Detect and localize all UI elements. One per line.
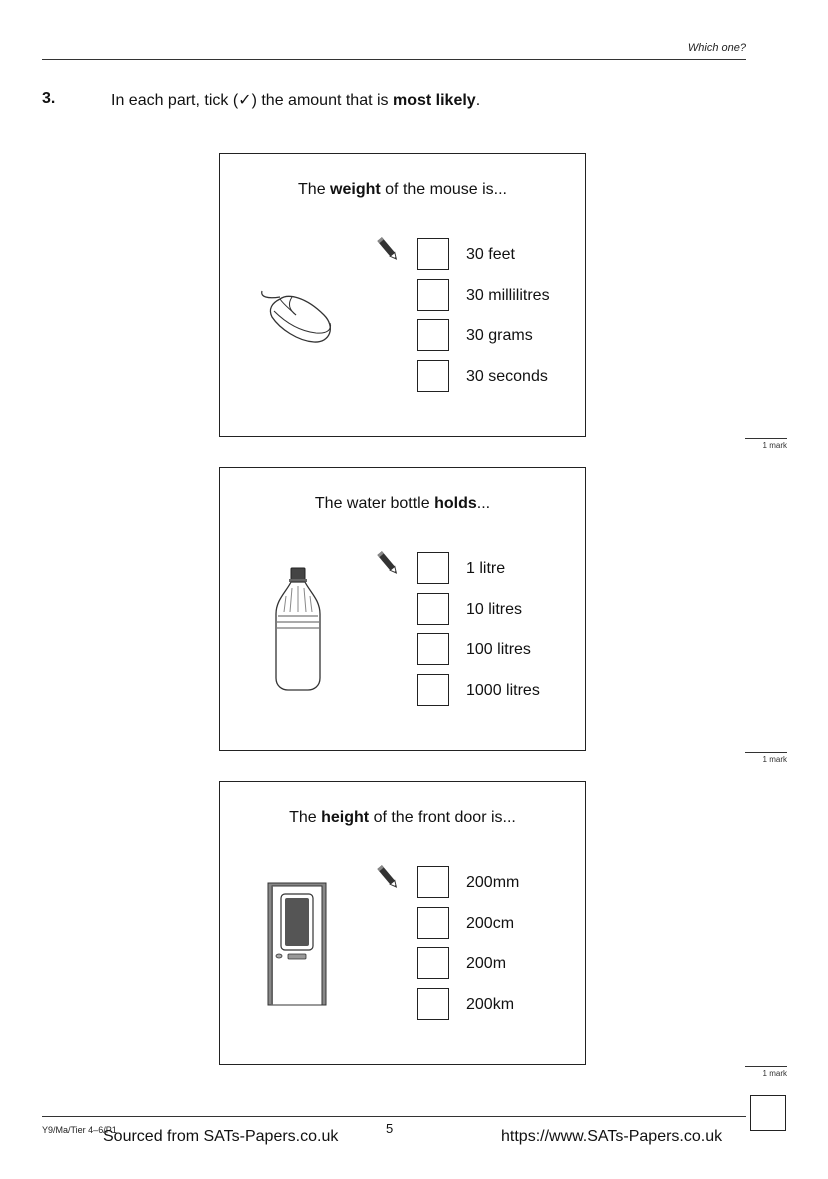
- question-text-bold: most likely: [392, 92, 476, 109]
- paper-code: Y9/Ma/Tier 4–6/P1: [42, 1125, 117, 1135]
- part-title-start: The water bottle: [314, 495, 435, 512]
- part-title-start: The: [298, 181, 331, 198]
- tick-icon: ✓: [238, 92, 252, 109]
- option-checkbox[interactable]: [417, 279, 449, 311]
- option-label: 30 feet: [466, 246, 515, 263]
- part-title-end: of the mouse is...: [380, 181, 507, 198]
- part-title-end: of the front door is...: [369, 809, 516, 826]
- option-checkbox[interactable]: [417, 238, 449, 270]
- option-checkbox[interactable]: [417, 674, 449, 706]
- question-text-end: .: [475, 92, 481, 109]
- computer-mouse-icon: [258, 287, 338, 347]
- option-checkbox[interactable]: [417, 866, 449, 898]
- option-label: 200cm: [466, 915, 515, 932]
- footer-rule: [42, 1116, 746, 1117]
- part-bottle: [219, 467, 586, 751]
- part-mouse: [219, 153, 586, 437]
- section-label: Which one?: [687, 42, 746, 54]
- option-label: 30 millilitres: [466, 287, 550, 304]
- option-label: 200m: [466, 955, 507, 972]
- mark-label: 1 mark: [762, 441, 787, 450]
- page-number: 5: [386, 1121, 394, 1136]
- option-label: 30 grams: [466, 327, 533, 344]
- part-title-start: The: [289, 809, 322, 826]
- option-label: 1000 litres: [466, 682, 540, 699]
- option-checkbox[interactable]: [417, 552, 449, 584]
- option-label: 100 litres: [466, 641, 531, 658]
- option-label: 200km: [466, 996, 515, 1013]
- mark-rule: [745, 438, 787, 439]
- question-text-middle: ) the amount that is: [251, 92, 393, 109]
- question-text-start: In each part, tick (: [111, 92, 239, 109]
- front-door-icon: [267, 882, 327, 1008]
- header-rule: [42, 59, 746, 60]
- source-text: Sourced from SATs-Papers.co.uk: [103, 1128, 339, 1145]
- question-number: 3.: [42, 90, 56, 107]
- source-url[interactable]: https://www.SATs-Papers.co.uk: [501, 1128, 723, 1145]
- mark-rule: [745, 1066, 787, 1067]
- option-label: 200mm: [466, 874, 520, 891]
- water-bottle-icon: [272, 566, 324, 692]
- part-title: [220, 181, 585, 199]
- option-checkbox[interactable]: [417, 319, 449, 351]
- option-checkbox[interactable]: [417, 360, 449, 392]
- option-checkbox[interactable]: [417, 593, 449, 625]
- part-title-end: ...: [476, 495, 491, 512]
- part-title-bold: weight: [330, 181, 381, 198]
- option-label: 30 seconds: [466, 368, 548, 385]
- question-text: [111, 90, 480, 110]
- option-checkbox[interactable]: [417, 633, 449, 665]
- option-label: 10 litres: [466, 601, 523, 618]
- pencil-icon: [375, 234, 401, 264]
- option-checkbox[interactable]: [417, 907, 449, 939]
- page-total-box[interactable]: [750, 1095, 786, 1131]
- option-label: 1 litre: [466, 560, 506, 577]
- part-title: [220, 809, 585, 827]
- part-title-bold: holds: [434, 495, 477, 512]
- mark-rule: [745, 752, 787, 753]
- option-checkbox[interactable]: [417, 988, 449, 1020]
- part-title-bold: height: [321, 809, 370, 826]
- option-checkbox[interactable]: [417, 947, 449, 979]
- pencil-icon: [375, 548, 401, 578]
- part-title: [220, 495, 585, 513]
- pencil-icon: [375, 862, 401, 892]
- mark-label: 1 mark: [762, 1069, 787, 1078]
- part-door: [219, 781, 586, 1065]
- mark-label: 1 mark: [762, 755, 787, 764]
